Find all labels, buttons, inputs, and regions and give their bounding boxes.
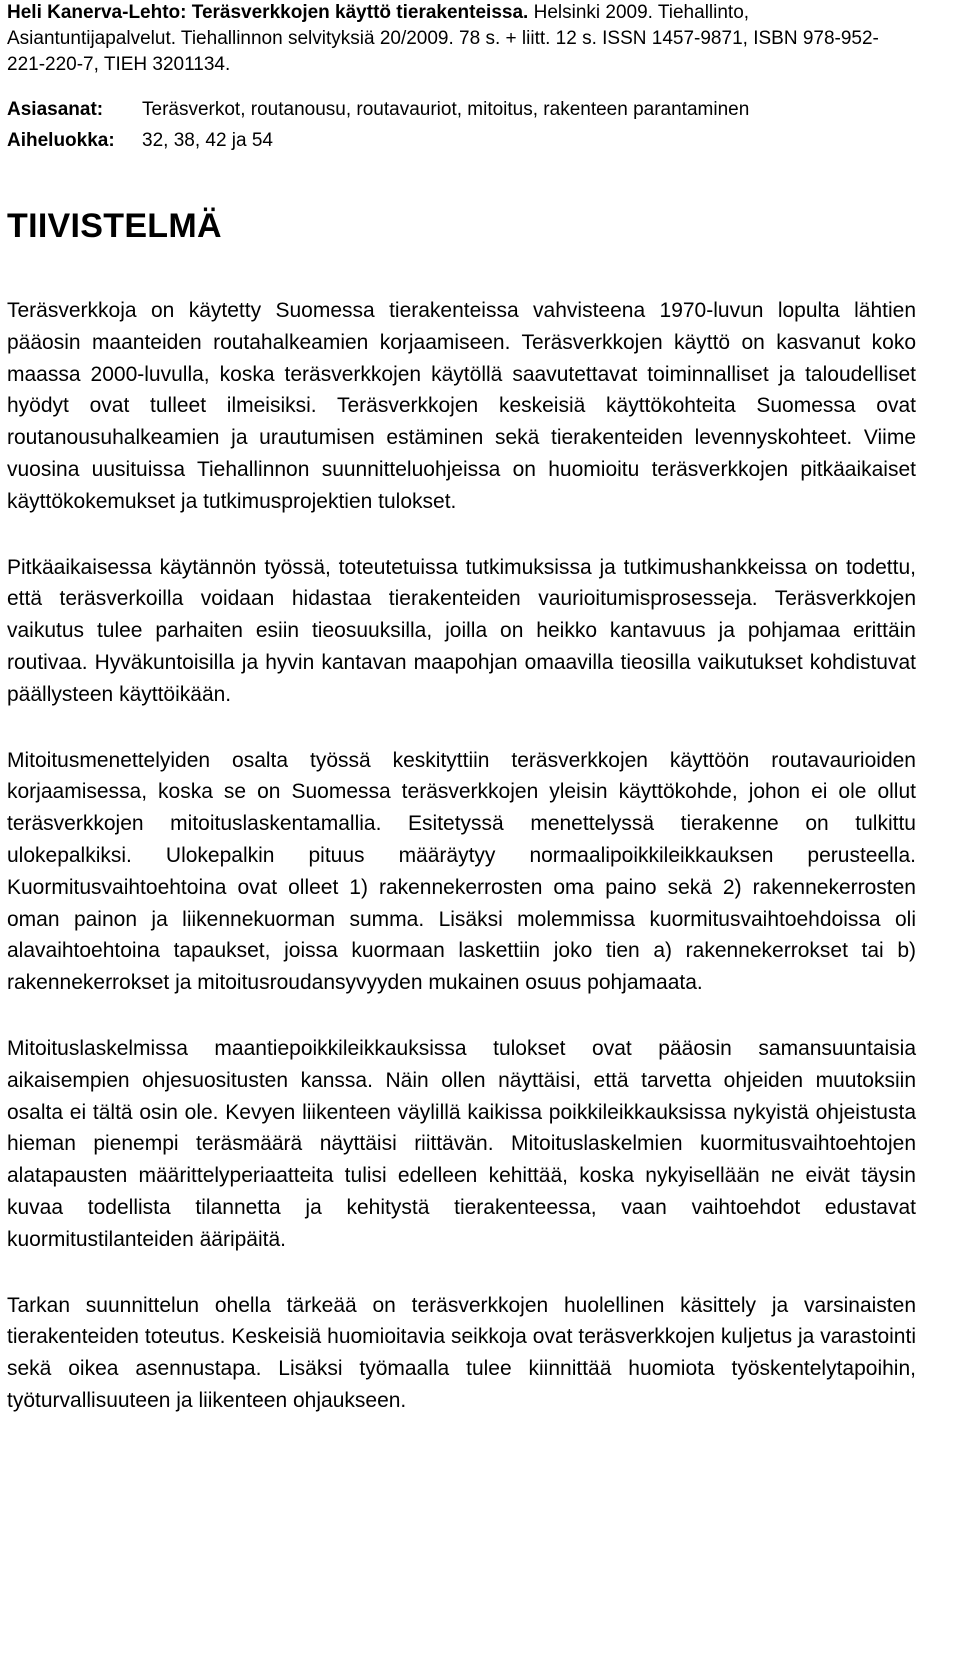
keywords-row (7, 94, 916, 125)
summary-paragraph: Mitoituslaskelmissa maantiepoikkileikkauksissa tulokset ovat pääosin samansuuntaisia aikaisempien ohjesuositusten kanssa. Näin ollen näyttäisi, että tarvetta ohjeiden muutoksiin osalta ei tältä osin ole. Kevyen liikenteen väylillä kaikissa poikkileikkauksissa nykyistä ohjeistusta hieman pienempi teräsmäärä näyttäisi riittävän. Mitoituslaskelmien kuormitusvaihtoehtojen alatapausten määrittelyperiaatteita tulisi edelleen kehittää, koska nykyisellään ne eivät täysin kuvaa todellista tilannetta ja kehitystä tierakenteessa, vaan vaihtoehdot edustavat kuormitustilanteiden ääripäitä. (7, 1036, 916, 1251)
citation (7, 0, 916, 78)
summary-paragraph: Tarkan suunnittelun ohella tärkeää on teräsverkkojen huolellinen käsittely ja varsinaisten tierakenteiden toteutus. Keskeisiä huomioitavia seikkoja ovat teräsverkkojen kuljetus ja varastointi sekä oikea asennustapa. Lisäksi työmaalla tulee kiinnittää huomiota työskentelytapoihin, työturvallisuuteen ja liikenteen ohjaukseen. (7, 1293, 916, 1412)
summary-heading: TIIVISTELMÄ (7, 207, 222, 245)
metadata-block (7, 94, 916, 156)
summary-paragraph: Teräsverkkoja on käytetty Suomessa tierakenteissa vahvisteena 1970-luvun lopulta lähtien pääosin maanteiden routahalkeamien korjaamiseen. Teräsverkkojen käyttö on kasvanut koko maassa 2000-luvulla, koska teräsverkkojen käytöllä saavutettavat toiminnalliset ja taloudelliset hyödyt ovat tulleet ilmeisiksi. Teräsverkkojen keskeisiä käyttökohteita Suomessa ovat routanousuhalkeamien ja urautumisen estäminen sekä tierakenteiden levennyskohteet. Viime vuosina uusituissa Tiehallinnon suunnitteluohjeissa on huomioitu teräsverkkojen pitkäaikaiset käyttökokemukset ja tutkimusprojektien tulokset. (7, 299, 916, 513)
category-row (7, 125, 916, 156)
citation-details: Helsinki 2009. Tiehallinto, Asiantuntijapalvelut. Tiehallinnon selvityksiä 20/2009. 78 s. + liitt. 12 s. ISSN 1457-9871, ISBN 978-952-221-220-7, TIEH 3201134. (7, 2, 879, 75)
document-page (7, 0, 916, 1451)
citation-author-title: Heli Kanerva-Lehto: Teräsverkkojen käyttö tierakenteissa. (7, 2, 529, 23)
category-label: Aiheluokka: (7, 130, 115, 151)
keywords-value: Teräsverkot, routanousu, routavauriot, mitoitus, rakenteen parantaminen (142, 99, 750, 120)
category-value: 32, 38, 42 ja 54 (142, 130, 273, 151)
keywords-label: Asiasanat: (7, 99, 104, 120)
summary-paragraph: Pitkäaikaisessa käytännön työssä, toteutetuissa tutkimuksissa ja tutkimushankkeissa on todettu, että teräsverkoilla voidaan hidastaa tierakenteiden vaurioitumisprosesseja. Teräsverkkojen vaikutus tulee parhaiten esiin tieosuuksilla, joilla on heikko kantavuus ja pohjamaa erittäin routivaa. Hyväkuntoisilla ja hyvin kantavan maapohjan omaavilla tieosilla vaikutukset kohdistuvat päällysteen käyttöikään. (7, 555, 916, 706)
summary-body (7, 295, 916, 1417)
summary-paragraph: Mitoitusmenettelyiden osalta työssä keskityttiin teräsverkkojen käyttöön routavaurioiden korjaamisessa, koska se on Suomessa teräsverkkojen yleisin käyttökohde, johon ei ole ollut teräsverkkojen mitoituslaskentamallia. Esitetyssä menettelyssä tierakenne on tulkittu ulokepalkiksi. Ulokepalkin pituus määräytyy normaalipoikkileikkauksen perusteella. Kuormitusvaihtoehtoina ovat olleet 1) rakennekerrosten oma paino sekä 2) rakennekerrosten oman painon ja liikennekuorman summa. Lisäksi molemmissa kuormitusvaihtoehdoissa oli alavaihtoehtoina tapaukset, joissa kuormaan laskettiin joko tien a) rakennekerrokset tai b) rakennekerrokset ja mitoitusroudansyvyyden mukainen osuus pohjamaata. (7, 748, 916, 995)
